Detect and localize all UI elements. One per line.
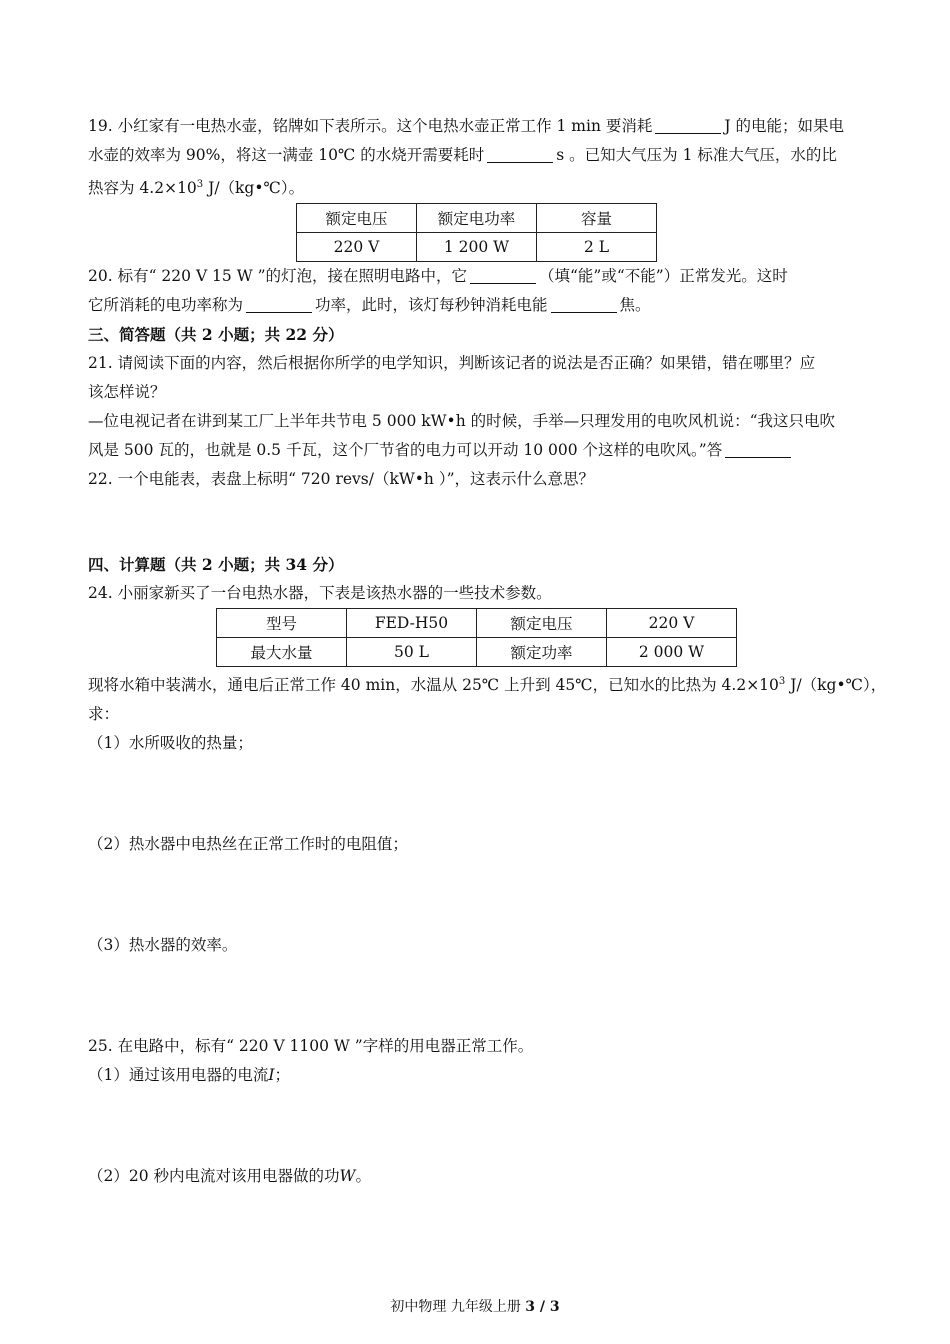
q19-text-c: 水壶的效率为 90%，将这一满壶 10℃ 的水烧开需要耗时 — [88, 146, 485, 164]
table-cell: 220 V — [297, 233, 417, 262]
q19-blank-2[interactable] — [487, 161, 553, 163]
q25-part-2-end: 。 — [355, 1167, 371, 1185]
q21-line1: 21. 请阅读下面的内容，然后根据你所学的电学知识，判断该记者的说法是否正确？如果错，错在哪里？应 — [88, 354, 816, 372]
q25-part-1-end: ； — [274, 1066, 291, 1084]
q19-text-f: J/（kg•℃）。 — [203, 179, 305, 197]
q24-part-2: （2）热水器中电热丝在正常工作时的电阻值； — [88, 835, 408, 853]
q20-text-c: 它所消耗的电功率称为 — [88, 296, 244, 314]
q24-part-3: （3）热水器的效率。 — [88, 936, 238, 954]
q20-blank-2[interactable] — [246, 311, 312, 313]
table-cell: 容量 — [537, 204, 657, 233]
q21-line3: —位电视记者在讲到某工厂上半年共节电 5 000 kW•h 的时候，手举—只理发用的电吹风机说：“我这只电吹 — [88, 412, 836, 430]
q19-line1 — [88, 112, 868, 141]
q19-line3 — [88, 170, 868, 203]
q21-answer-blank[interactable] — [725, 456, 791, 458]
table-row — [217, 638, 737, 667]
page-footer — [0, 1296, 950, 1316]
q24-part-1: （1）水所吸收的热量； — [88, 734, 253, 752]
q20-text-b: （填“能”或“不能”）正常发光。这时 — [539, 267, 788, 285]
q20-text-d: 功率，此时，该灯每秒钟消耗电能 — [315, 296, 548, 314]
table-cell: 1 200 W — [417, 233, 537, 262]
q19-line2 — [88, 141, 868, 170]
q20-blank-3[interactable] — [551, 311, 617, 313]
q21-text-d: 风是 500 瓦的，也就是 0.5 千瓦，这个厂节省的电力可以开动 10 000 个这样的电吹风。”答 — [88, 441, 723, 459]
q24-exponent: 3 — [778, 676, 786, 687]
q24-line3: 求： — [88, 705, 120, 723]
q24-line1: 24. 小丽家新买了一台电热水器，下表是该热水器的一些技术参数。 — [88, 584, 552, 602]
q25-part-1 — [88, 1061, 868, 1090]
table-cell: 2 000 W — [607, 638, 737, 667]
q24-text-c: J/（kg•℃）， — [785, 676, 887, 694]
q19-exponent: 3 — [196, 179, 204, 190]
q25-var-current: I — [268, 1066, 275, 1084]
q25-part-2-text: （2）20 秒内电流对该用电器做的功 — [88, 1167, 340, 1185]
table-row — [297, 233, 657, 262]
table-cell: 50 L — [347, 638, 477, 667]
q21-line4 — [88, 436, 868, 465]
kettle-spec-table — [296, 203, 657, 262]
table-cell: 最大水量 — [217, 638, 347, 667]
q20-blank-1[interactable] — [470, 282, 536, 284]
section-heading-3: 三、简答题（共 2 小题；共 22 分） — [88, 325, 344, 344]
document-body — [88, 112, 887, 1191]
table-cell: 型号 — [217, 609, 347, 638]
q19-text-b: J 的电能；如果电 — [724, 117, 845, 135]
table-cell: 额定电功率 — [417, 204, 537, 233]
table-cell: FED-H50 — [347, 609, 477, 638]
q20-text-e: 焦。 — [619, 296, 651, 314]
page-number: 3 / 3 — [525, 1299, 560, 1315]
table-cell: 额定功率 — [477, 638, 607, 667]
table-cell: 220 V — [607, 609, 737, 638]
q25-var-work: W — [339, 1167, 356, 1185]
q25-part-1-text: （1）通过该用电器的电流 — [88, 1066, 269, 1084]
q22-line: 22. 一个电能表，表盘上标明“ 720 revs/（kW•h ）”，这表示什么意思？ — [88, 470, 595, 488]
q20-line1 — [88, 262, 868, 291]
q19-text-e: 热容为 4.2×10 — [88, 179, 197, 197]
table-cell: 额定电压 — [477, 609, 607, 638]
table-cell: 额定电压 — [297, 204, 417, 233]
table-row — [297, 204, 657, 233]
table-cell: 2 L — [537, 233, 657, 262]
q24-line2 — [88, 667, 887, 700]
q21-line2: 该怎样说？ — [88, 383, 166, 401]
q19-text-d: s 。已知大气压为 1 标准大气压，水的比 — [556, 146, 837, 164]
section-heading-4: 四、计算题（共 2 小题；共 34 分） — [88, 555, 344, 574]
q19-blank-1[interactable] — [655, 132, 721, 134]
q20-text-a: 20. 标有“ 220 V 15 W ”的灯泡，接在照明电路中，它 — [88, 267, 467, 285]
q19-text-a: 19. 小红家有一电热水壶，铭牌如下表所示。这个电热水壶正常工作 1 min 要消耗 — [88, 117, 653, 135]
footer-title: 初中物理 九年级上册 — [390, 1299, 521, 1315]
heater-spec-table — [216, 608, 737, 667]
q20-line2 — [88, 291, 868, 320]
q25-part-2 — [88, 1162, 868, 1191]
q25-line1: 25. 在电路中，标有“ 220 V 1100 W ”字样的用电器正常工作。 — [88, 1037, 534, 1055]
table-row — [217, 609, 737, 638]
q24-text-b: 现将水箱中装满水，通电后正常工作 40 min，水温从 25℃ 上升到 45℃，已知水的比热为 4.2×10 — [88, 676, 779, 694]
